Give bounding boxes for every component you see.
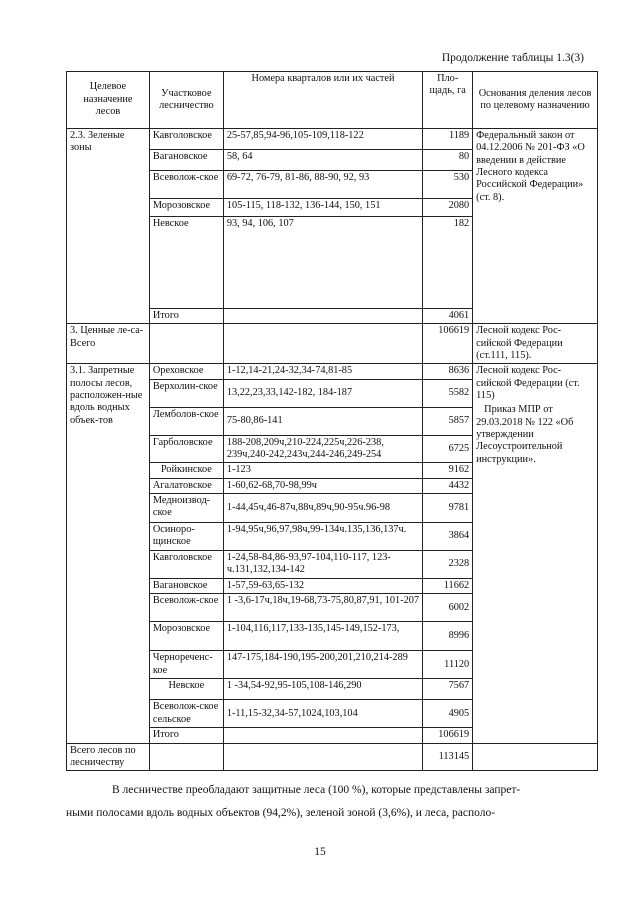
district-cell: Лемболов-ское: [149, 407, 223, 435]
total-label: Итого: [149, 309, 223, 324]
area-cell: 8636: [423, 364, 473, 379]
area-cell: 5582: [423, 379, 473, 407]
grand-total-label: Всего лесов по лесничеству: [67, 743, 150, 771]
basis-federal-law: Федеральный закон от 04.12.2006 № 201-ФЗ «О введении в действие Лесного кодекса Российской Федерации» (ст. 8).: [473, 129, 598, 324]
district-cell: Всеволож-ское: [149, 171, 223, 199]
basis-forest-code: Лесной кодекс Рос-сийской Федерации (ст.111, 115).: [473, 324, 598, 364]
area-cell: 530: [423, 171, 473, 199]
quarters-cell: 13,22,23,33,142-182, 184-187: [223, 379, 422, 407]
header-quarters: Номера кварталов или их частей: [223, 72, 422, 129]
district-cell: Невское: [149, 679, 223, 700]
empty-cell: [223, 728, 422, 743]
quarters-cell: 1-104,116,117,133-135,145-149,152-173,: [223, 622, 422, 651]
paragraph-line-1: В лесничестве преобладают защитные леса (100 %), которые представлены запрет-: [112, 784, 521, 796]
district-cell: Осиноро-щинское: [149, 523, 223, 551]
quarters-cell: 58, 64: [223, 150, 422, 171]
grand-total-area: 113145: [423, 743, 473, 771]
district-cell: Гарболовское: [149, 435, 223, 463]
district-cell: Всеволож-ское сельское: [149, 700, 223, 728]
district-cell: Морозовское: [149, 622, 223, 651]
quarters-cell: 1-24,58-84,86-93,97-104,110-117, 123-ч.131,132,134-142: [223, 551, 422, 579]
quarters-cell: 69-72, 76-79, 81-86, 88-90, 92, 93: [223, 171, 422, 199]
forest-purpose-table: [66, 71, 598, 771]
quarters-cell: 93, 94, 106, 107: [223, 217, 422, 309]
area-cell: 182: [423, 217, 473, 309]
district-cell: Медноизвод-ское: [149, 494, 223, 523]
empty-cell: [223, 324, 422, 364]
area-cell: 106619: [423, 324, 473, 364]
header-purpose: Целевое назначение лесов: [67, 72, 150, 129]
district-cell: Всеволож-ское: [149, 594, 223, 622]
paragraph-line-2: ными полосами вдоль водных объектов (94,2%), зеленой зоной (3,6%), и леса, располо-: [66, 807, 496, 819]
area-cell: 1189: [423, 129, 473, 150]
area-cell: 6725: [423, 435, 473, 463]
quarters-cell: 75-80,86-141: [223, 407, 422, 435]
area-cell: 2328: [423, 551, 473, 579]
district-cell: Ореховское: [149, 364, 223, 379]
quarters-cell: 188-208,209ч,210-224,225ч,226-238, 239ч,240-242,243ч,244-246,249-254: [223, 435, 422, 463]
district-cell: Невское: [149, 217, 223, 309]
purpose-protection-strips: 3.1. Запретные полосы лесов, расположен-ные вдоль водных объек-тов: [67, 364, 150, 743]
quarters-cell: 1-12,14-21,24-32,34-74,81-85: [223, 364, 422, 379]
area-cell: 11120: [423, 651, 473, 679]
district-cell: Кавголовское: [149, 129, 223, 150]
district-cell: Чернореченс-кое: [149, 651, 223, 679]
page-number: 15: [314, 846, 326, 858]
empty-cell: [223, 743, 422, 771]
total-area: 106619: [423, 728, 473, 743]
empty-cell: [149, 324, 223, 364]
quarters-cell: 25-57,85,94-96,105-109,118-122: [223, 129, 422, 150]
basis-forest-code-115: Лесной кодекс Рос-сийской Федерации (ст. 115): [476, 365, 580, 402]
district-cell: Вагановское: [149, 150, 223, 171]
district-cell: Вагановское: [149, 579, 223, 594]
table-caption: Продолжение таблицы 1.3(3): [441, 52, 584, 64]
area-cell: 7567: [423, 679, 473, 700]
quarters-cell: 1-60,62-68,70-98,99ч: [223, 478, 422, 493]
quarters-cell: 105-115, 118-132, 136-144, 150, 151: [223, 199, 422, 217]
district-cell: Агалатовское: [149, 478, 223, 493]
quarters-cell: 1-11,15-32,34-57,1024,103,104: [223, 700, 422, 728]
area-cell: 5857: [423, 407, 473, 435]
area-cell: 2080: [423, 199, 473, 217]
quarters-cell: 1 -34,54-92,95-105,108-146,290: [223, 679, 422, 700]
header-basis: Основания деления лесов по целевому назначению: [473, 72, 598, 129]
quarters-cell: 1-44,45ч,46-87ч,88ч,89ч,90-95ч.96-98: [223, 494, 422, 523]
area-cell: 9162: [423, 463, 473, 478]
total-area: 4061: [423, 309, 473, 324]
basis-mpr-order: Приказ МПР от 29.03.2018 № 122 «Об утверждении Лесоустроительной инструкции».: [476, 404, 574, 465]
district-cell: Морозовское: [149, 199, 223, 217]
district-cell: Ройкинское: [149, 463, 223, 478]
quarters-cell: 1-123: [223, 463, 422, 478]
district-cell: Кавголовское: [149, 551, 223, 579]
header-area: Пло-щадь, га: [423, 72, 473, 129]
area-cell: 11662: [423, 579, 473, 594]
area-cell: 6002: [423, 594, 473, 622]
district-cell: Верхолин-ское: [149, 379, 223, 407]
total-label: Итого: [149, 728, 223, 743]
purpose-green-zones: 2.3. Зеленые зоны: [67, 129, 150, 324]
area-cell: 80: [423, 150, 473, 171]
area-cell: 9781: [423, 494, 473, 523]
area-cell: 8996: [423, 622, 473, 651]
purpose-valuable-forests: 3. Ценные ле-са-Всего: [67, 324, 150, 364]
area-cell: 4905: [423, 700, 473, 728]
area-cell: 3864: [423, 523, 473, 551]
area-cell: 4432: [423, 478, 473, 493]
empty-cell: [149, 743, 223, 771]
basis-code-and-order: [473, 364, 598, 743]
empty-cell: [473, 743, 598, 771]
header-district: Участковое лесничество: [149, 72, 223, 129]
quarters-cell: 1-57,59-63,65-132: [223, 579, 422, 594]
quarters-cell: 1-94,95ч,96,97,98ч,99-134ч.135,136,137ч.: [223, 523, 422, 551]
empty-cell: [223, 309, 422, 324]
quarters-cell: 147-175,184-190,195-200,201,210,214-289: [223, 651, 422, 679]
quarters-cell: 1 -3,6-17ч,18ч,19-68,73-75,80,87,91, 101-207: [223, 594, 422, 622]
